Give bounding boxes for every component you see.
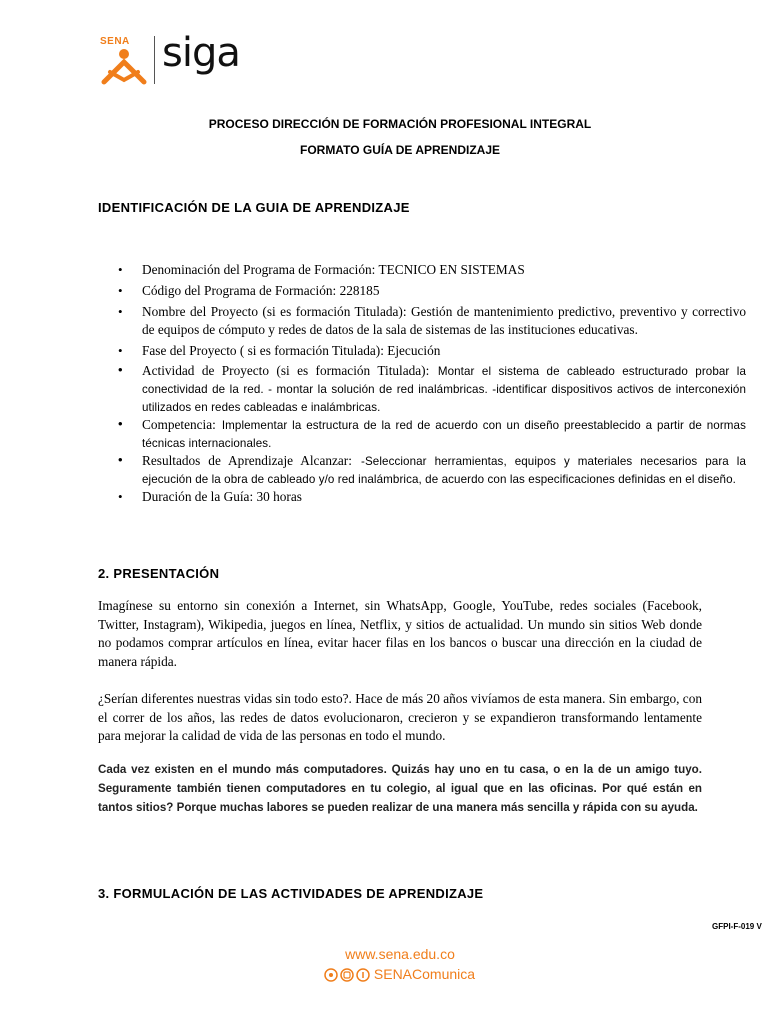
footer-social-handle: SENAComunica <box>373 966 476 982</box>
sena-logo-text: SENA <box>100 36 130 47</box>
section-presentacion-heading: 2. PRESENTACIÓN <box>98 566 220 581</box>
list-item: • Actividad de Proyecto (si es formación Titulada): Montar el sistema de cableado estructurado probar la conectividad de la red. - montar la solución de red inalámbricas. -identificar dispositivos activos de interconexión utilizados en redes cableadas e inalámbricas. <box>142 362 746 416</box>
list-item: • Fase del Proyecto ( si es formación Titulada): Ejecución <box>142 342 746 360</box>
logo-divider <box>154 36 155 84</box>
footer-url: www.sena.edu.co <box>345 946 455 962</box>
section-identificacion-heading: IDENTIFICACIÓN DE LA GUIA DE APRENDIZAJE <box>98 200 410 215</box>
siga-logo: siga <box>162 30 240 76</box>
format-title: FORMATO GUÍA DE APRENDIZAJE <box>299 143 500 157</box>
section-formulacion-heading: 3. FORMULACIÓN DE LAS ACTIVIDADES DE APRENDIZAJE <box>98 886 484 901</box>
presentation-paragraph-1: Imagínese su entorno sin conexión a Internet, sin WhatsApp, Google, YouTube, redes sociales (Facebook, Twitter, Instagram), Wikipedia, juegos en línea, Netflix, y sitios de actualidad. Un mundo sin sitios Web donde no podamos comprar artículos en línea, evitar hacer filas en los bancos o buscar una dirección en la ciudad de manera rápida. <box>98 598 702 669</box>
footer-social <box>324 966 475 984</box>
document-code: GFPI-F-019 V <box>712 922 762 931</box>
header-logos <box>96 30 256 92</box>
presentation-paragraph-3: Cada vez existen en el mundo más computadores. Quizás hay uno en tu casa, o en la de un amigo tuyo. Seguramente también tienen computadores en tu colegio, al igual que en las oficinas. Por qué están en tantos sitios? Porque muchas labores se pueden realizar de una manera más sencilla y rápida con su ayuda. <box>98 763 702 814</box>
process-title: PROCESO DIRECCIÓN DE FORMACIÓN PROFESIONAL INTEGRAL <box>208 117 592 131</box>
presentation-paragraph-2: ¿Serían diferentes nuestras vidas sin todo esto?. Hace de más 20 años vivíamos de esta manera. Sin embargo, con el correr de los años, las redes de datos evolucionaron, crecieron y se expandieron transformando lentamente para mejorar la calidad de vida de las personas en todo el mundo. <box>98 691 702 743</box>
identification-list <box>98 261 746 506</box>
list-item: • Resultados de Aprendizaje Alcanzar: -Seleccionar herramientas, equipos y materiales necesarios para la ejecución de la obra de cableado y/o red inalámbrica, de acuerdo con las especificaciones definidas en el diseño. <box>142 452 746 488</box>
list-item: • Nombre del Proyecto (si es formación Titulada): Gestión de mantenimiento predictivo, preventivo y correctivo de equipos de cómputo y redes de datos de la sala de sistemas de las instituciones educativas. <box>142 303 746 339</box>
list-item: • Duración de la Guía: 30 horas <box>142 488 746 506</box>
list-item: • Código del Programa de Formación: 228185 <box>142 282 746 300</box>
list-item: • Competencia: Implementar la estructura de la red de acuerdo con un diseño preestablecido a partir de normas técnicas internacionales. <box>142 416 746 452</box>
list-item: • Denominación del Programa de Formación: TECNICO EN SISTEMAS <box>142 261 746 279</box>
social-icons <box>324 968 370 982</box>
